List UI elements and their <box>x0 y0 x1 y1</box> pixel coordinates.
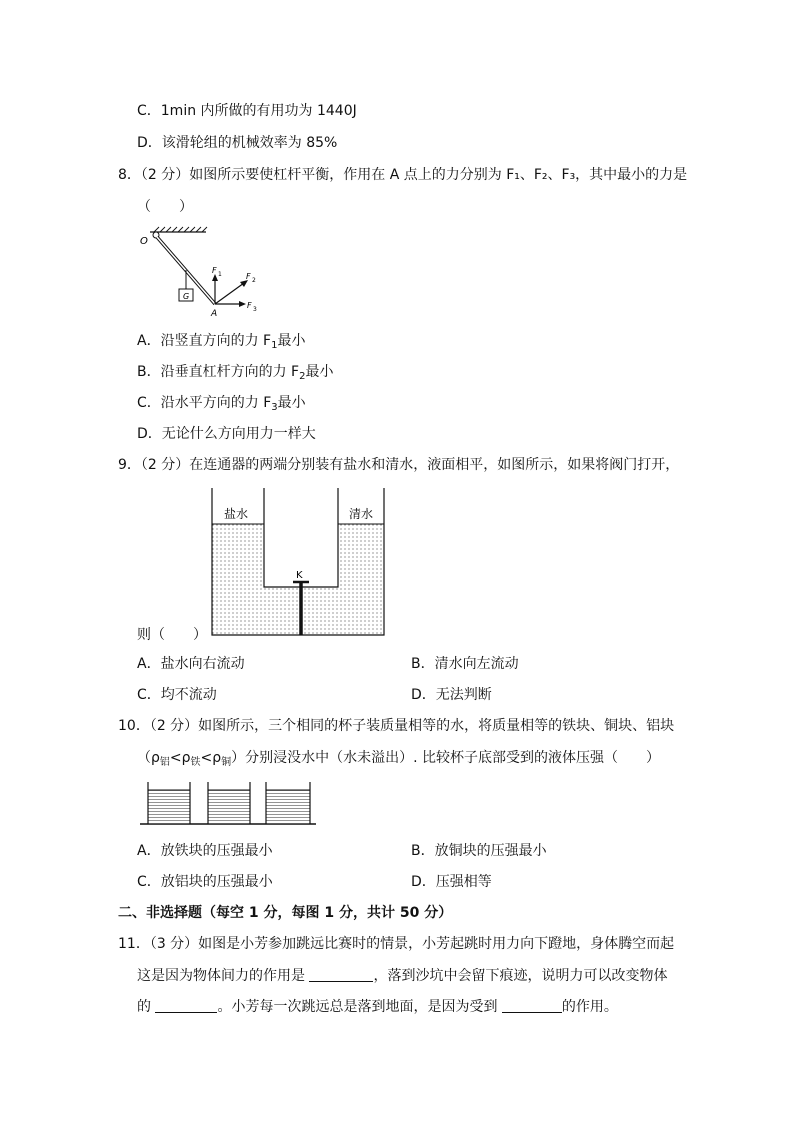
label-valve-k: K <box>296 570 303 581</box>
section-2-heading: 二、非选择题（每空 1 分，每图 1 分，共计 50 分） <box>118 905 453 921</box>
label-g: G <box>183 292 190 301</box>
q10-option-a: A．放铁块的压强最小 <box>137 843 273 859</box>
q10-stem: 10．（2 分）如图所示，三个相同的杯子装质量相等的水，将质量相等的铁块、铜块、铝块 <box>118 718 675 734</box>
label-f3: F <box>247 301 252 310</box>
q10-stem-2: $(\rho_铝<\rho_铁<\rho_铜)$分别浸没水中（水未溢出）. 比较杯子底部受到的液体压强（ ） <box>137 750 661 768</box>
three-cups-diagram <box>138 780 318 830</box>
label-f3-sub: 3 <box>253 306 257 313</box>
label-salt-water: 盐水 <box>224 507 249 521</box>
q9-stem-tail: 则（ ） <box>137 627 207 643</box>
q9-option-c: C．均不流动 <box>137 687 217 703</box>
lever-figure <box>128 226 278 320</box>
label-fresh-water: 清水 <box>349 507 374 521</box>
label-f1-sub: 1 <box>218 271 222 278</box>
ceiling-hatching <box>154 227 207 232</box>
q10-option-d: D．压强相等 <box>411 874 492 890</box>
cup-2-water <box>208 790 250 824</box>
q9-option-a: A．盐水向右流动 <box>137 656 245 672</box>
connected-vessels-diagram <box>208 488 390 638</box>
q8-option-c: C．沿水平方向的力 $F_3$最小 <box>137 395 306 413</box>
label-f1: F <box>212 266 217 275</box>
label-f2: F <box>246 272 251 281</box>
q11-line-3: 的 。小芳每一次跳远总是落到地面，是因为受到 的作用。 <box>137 999 618 1015</box>
q8-option-d: D．无论什么方向用力一样大 <box>137 426 316 442</box>
q11-line-1: 11．（3 分）如图是小芳参加跳远比赛时的情景，小芳起跳时用力向下蹬地，身体腾空而起 <box>118 936 675 952</box>
label-a: A <box>211 309 218 319</box>
connector-figure <box>208 488 390 638</box>
q10-option-b: B．放铜块的压强最小 <box>411 843 547 859</box>
label-o: O <box>140 236 148 247</box>
cups-figure <box>138 780 318 830</box>
q8-option-a: A．沿竖直方向的力 $F_1$最小 <box>137 333 306 351</box>
arrow-f2-head <box>240 280 248 287</box>
q11-blank-2[interactable] <box>155 998 217 1013</box>
label-f2-sub: 2 <box>252 277 256 284</box>
q11-blank-3[interactable] <box>502 998 562 1013</box>
q9-option-b: B．清水向左流动 <box>411 656 519 672</box>
q8-stem: 8．（2 分）如图所示要使杠杆平衡，作用在 A 点上的力分别为 F₁、F₂、F₃，其中最小的力是 <box>118 167 688 183</box>
cup-3-water <box>266 790 310 824</box>
q9-stem: 9．（2 分）在连通器的两端分别装有盐水和清水，液面相平，如图所示，如果将阀门打开， <box>118 457 680 473</box>
q11-line-2: 这是因为物体间力的作用是 ，落到沙坑中会留下痕迹，说明力可以改变物体 <box>137 968 668 984</box>
q8-answer-paren: （ ） <box>137 199 193 215</box>
cup-1-water <box>148 790 190 824</box>
q9-option-d: D．无法判断 <box>411 687 492 703</box>
q11-blank-1[interactable] <box>309 967 373 982</box>
arrow-f3-head <box>239 301 246 307</box>
q7-option-c: C．1min 内所做的有用功为 1440J <box>137 103 357 119</box>
arrow-f2 <box>215 283 244 304</box>
q7-option-d: D．该滑轮组的机械效率为 85% <box>137 135 338 151</box>
q8-option-b: B．沿垂直杠杆方向的力 $F_2$最小 <box>137 364 334 382</box>
q10-option-c: C．放铝块的压强最小 <box>137 874 273 890</box>
lever-diagram <box>128 226 278 320</box>
